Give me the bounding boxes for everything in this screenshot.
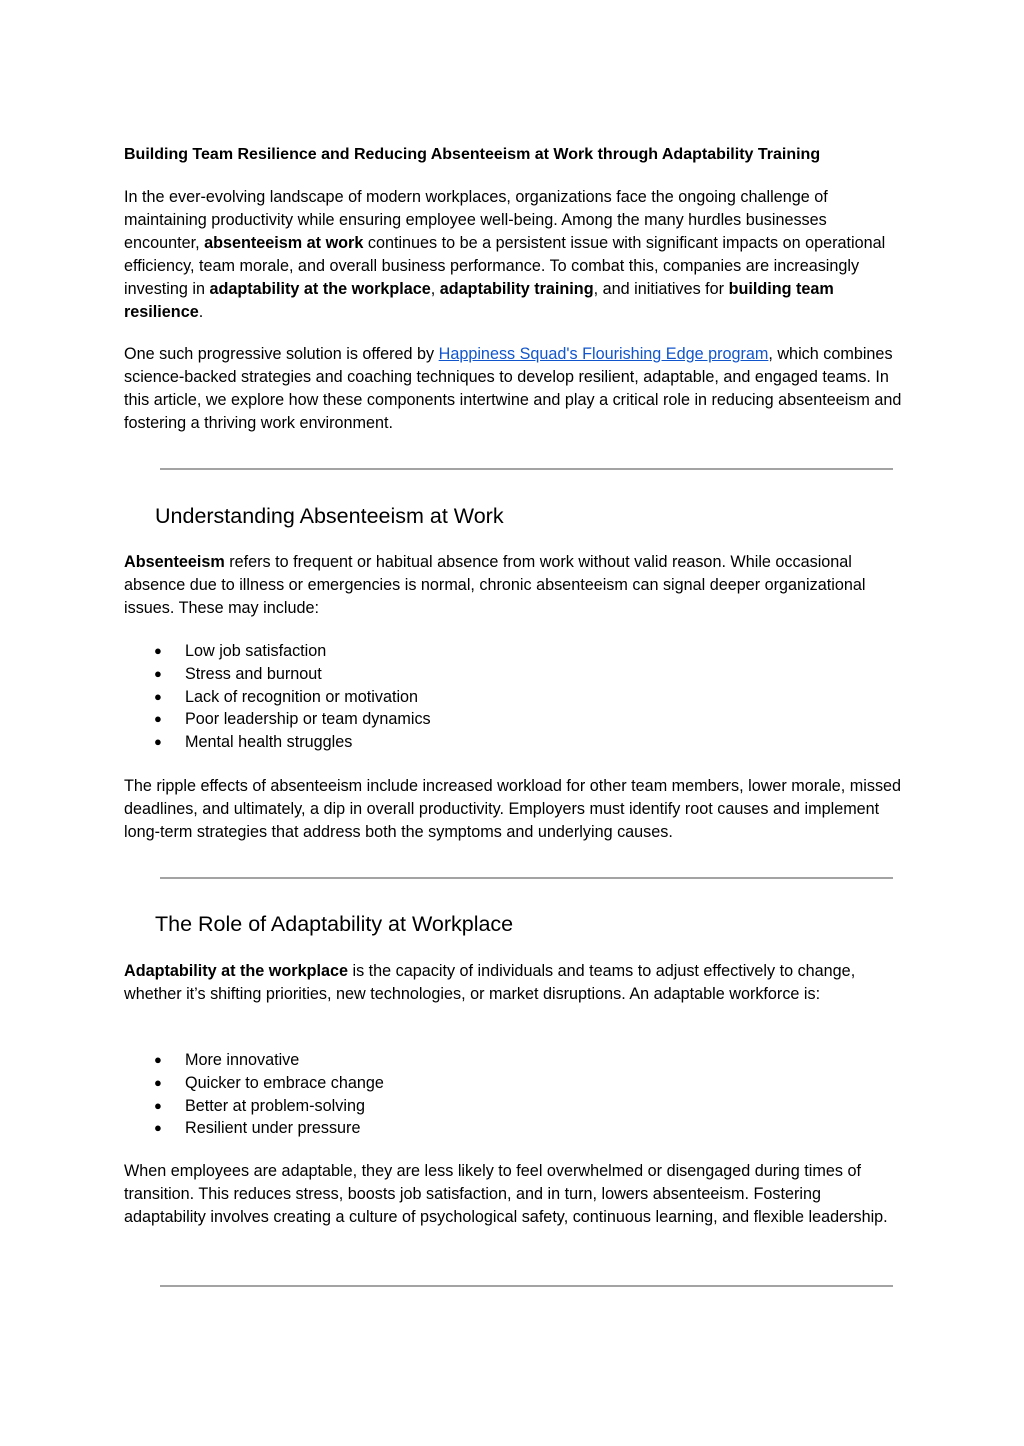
list-item-text: Mental health struggles	[185, 733, 353, 752]
list-item-text: Poor leadership or team dynamics	[185, 710, 431, 729]
horizontal-divider	[160, 468, 893, 470]
bullet-icon: ●	[154, 688, 162, 704]
bold-term: Absenteeism	[124, 553, 225, 571]
list-item-text: Lack of recognition or motivation	[185, 687, 419, 706]
intro-text: , which combines science-backed strategies and coaching techniques to develop resilient, adaptable, and engaged teams. In this article, we explore how these components intertwine and play a critical role in reducing absenteeism and fostering a thriving work environment.	[124, 345, 902, 432]
list-item-text: Better at problem-solving	[185, 1096, 365, 1115]
list-item	[124, 1072, 384, 1095]
bullet-icon: ●	[154, 1120, 162, 1136]
section2-paragraph-1	[124, 960, 904, 1006]
section1-text: refers to frequent or habitual absence from work without valid reason. While occasional absence due to illness or emergencies is normal, chronic absenteeism can signal deeper organizational issues. These may include:	[124, 553, 866, 617]
bullet-icon: ●	[154, 1074, 162, 1090]
list-item-text: Stress and burnout	[185, 664, 322, 683]
bold-term: adaptability at the workplace	[209, 279, 431, 298]
list-item	[124, 1117, 384, 1140]
flourishing-edge-link[interactable]: Happiness Squad's Flourishing Edge program	[438, 345, 769, 363]
bullet-icon: ●	[154, 665, 162, 681]
section2-text: is the capacity of individuals and teams to adjust effectively to change, whether it’s shifting priorities, new technologies, or market disruptions. An adaptable workforce is:	[124, 962, 856, 1003]
list-item	[124, 1049, 384, 1072]
bullet-icon: ●	[154, 734, 162, 750]
list-item-text: Resilient under pressure	[185, 1119, 361, 1138]
section2-paragraph-2: When employees are adaptable, they are less likely to feel overwhelmed or disengaged during times of transition. This reduces stress, boosts job satisfaction, and in turn, lowers absenteeism. Fostering adaptability involves creating a culture of psychological safety, continuous learning, and flexible leadership.	[124, 1162, 888, 1226]
list-item-text: Quicker to embrace change	[185, 1073, 384, 1092]
bullet-icon: ●	[154, 711, 162, 727]
list-item	[124, 1095, 384, 1118]
section1-paragraph-1	[124, 551, 904, 620]
absenteeism-causes-list	[124, 640, 431, 754]
intro-paragraph-2	[124, 343, 904, 435]
adaptable-workforce-list	[124, 1049, 384, 1140]
list-item-text: Low job satisfaction	[185, 642, 327, 660]
bullet-icon: ●	[154, 643, 162, 658]
intro-text: ,	[430, 279, 440, 298]
intro-text: In the ever-evolving landscape of modern workplaces, organizations face the ongoing challenge of maintaining productivity while ensuring employee well-being. Among the many hurdles businesses encounter,	[124, 188, 828, 252]
horizontal-divider	[160, 1285, 893, 1287]
intro-paragraph-1	[124, 186, 904, 323]
intro-text: continues to be a persistent issue with significant impacts on operational efficiency, team morale, and overall business performance. To combat this, companies are increasingly investing in	[124, 233, 886, 298]
horizontal-divider	[160, 877, 893, 879]
bullet-icon: ●	[154, 1097, 162, 1113]
intro-text: One such progressive solution is offered by	[124, 345, 439, 363]
section1-paragraph-2: The ripple effects of absenteeism include increased workload for other team members, lower morale, missed deadlines, and ultimately, a dip in overall productivity. Employers must identify root causes and implement long-term strategies that address both the symptoms and underlying causes.	[124, 777, 902, 841]
section-heading-absenteeism: Understanding Absenteeism at Work	[155, 504, 504, 528]
bold-term: building team resilience	[124, 279, 834, 321]
bullet-icon: ●	[154, 1052, 162, 1067]
document-title: Building Team Resilience and Reducing Absenteeism at Work through Adaptability Training	[124, 146, 821, 163]
bold-term: Adaptability at the workplace	[124, 962, 348, 980]
bold-term: adaptability training	[439, 279, 594, 298]
list-item	[124, 663, 431, 686]
list-item	[124, 686, 431, 709]
bold-term: absenteeism at work	[204, 233, 364, 252]
intro-text: .	[198, 302, 204, 321]
list-item	[124, 640, 431, 663]
list-item-text: More innovative	[185, 1051, 300, 1069]
list-item	[124, 731, 431, 754]
section-heading-adaptability: The Role of Adaptability at Workplace	[155, 912, 514, 936]
list-item	[124, 708, 431, 731]
intro-text: , and initiatives for	[593, 279, 729, 298]
